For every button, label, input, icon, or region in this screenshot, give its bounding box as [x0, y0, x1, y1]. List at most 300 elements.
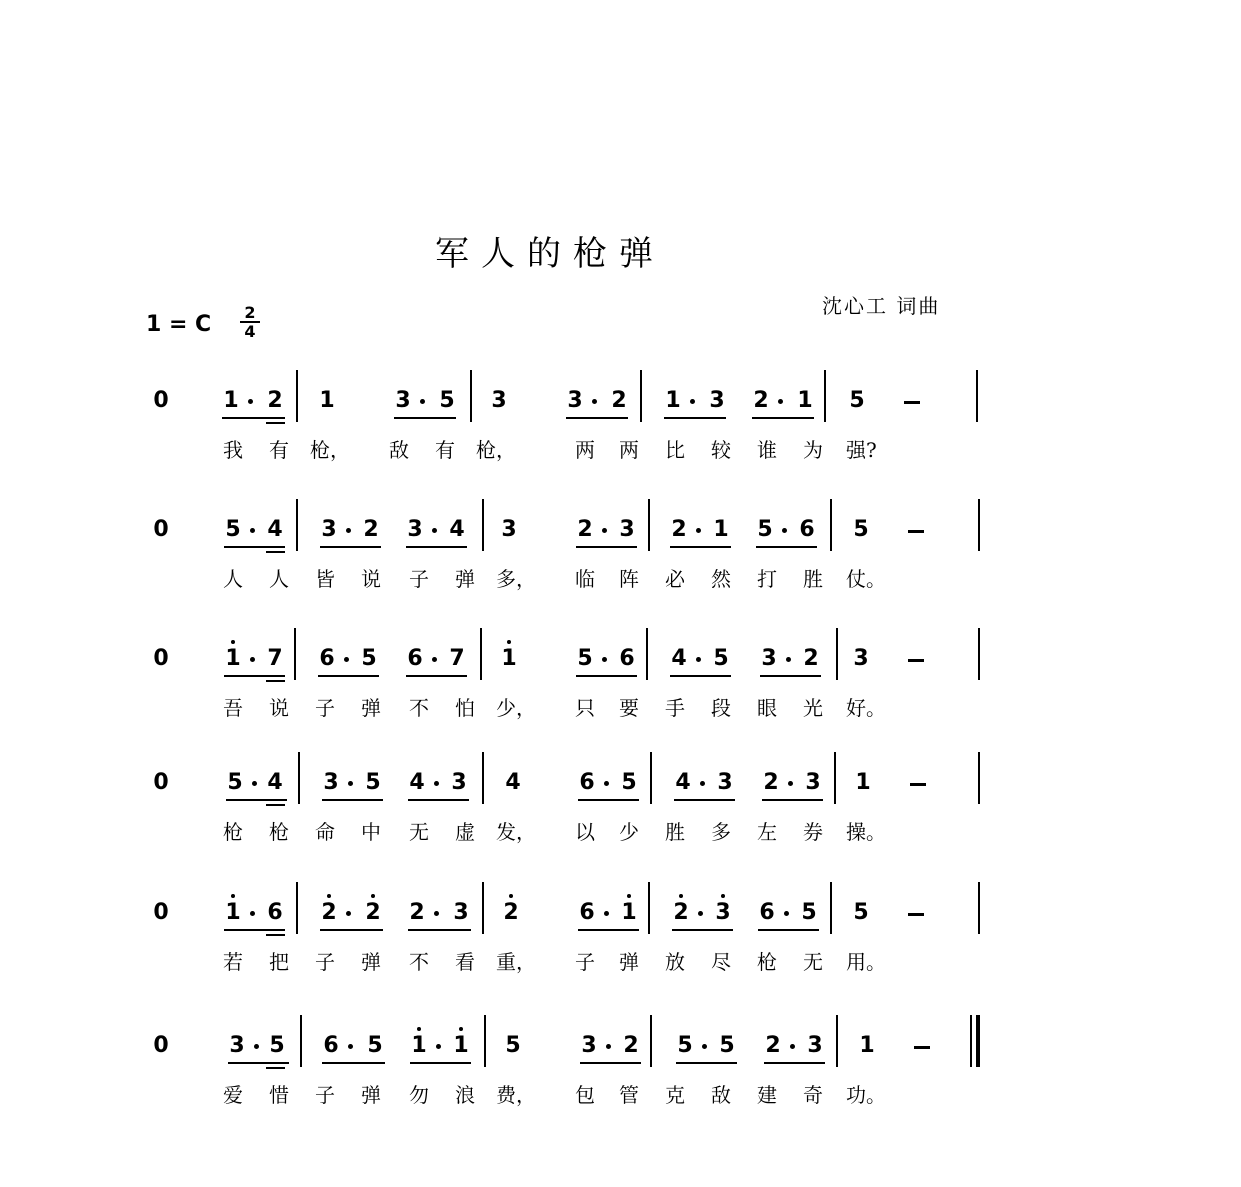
- hold-dash: [914, 1046, 930, 1049]
- duration-dot: [788, 781, 793, 786]
- bar-line: [646, 628, 648, 680]
- note: 2: [267, 388, 283, 413]
- note: 4: [267, 517, 283, 542]
- lyric-syllable: 左: [757, 820, 777, 844]
- lyric-syllable: 吾: [223, 696, 243, 720]
- lyric-syllable: 强?: [846, 438, 877, 462]
- note: 6: [619, 646, 635, 671]
- bar-line: [648, 882, 650, 934]
- eighth-beam: [322, 799, 383, 801]
- note: 1: [855, 770, 871, 795]
- duration-dot: [604, 781, 609, 786]
- lyric-syllable: 谁: [757, 438, 777, 462]
- note: 6: [323, 1033, 339, 1058]
- lyric-syllable: 子: [575, 950, 595, 974]
- eighth-beam: [406, 675, 467, 677]
- lyric-syllable: 胜: [803, 567, 823, 591]
- hold-dash: [908, 913, 924, 916]
- note: 6: [579, 770, 595, 795]
- note: 3: [491, 388, 507, 413]
- lyric-syllable: 敌: [711, 1083, 731, 1107]
- note: 3: [323, 770, 339, 795]
- duration-dot: [702, 1044, 707, 1049]
- time-signature: [240, 304, 260, 340]
- note: 3: [453, 900, 469, 925]
- note: 3: [407, 517, 423, 542]
- time-signature-top: 2: [240, 304, 260, 323]
- note: 1: [453, 1033, 469, 1058]
- bar-line: [470, 370, 472, 422]
- note: 3: [853, 646, 869, 671]
- bar-line: [480, 628, 482, 680]
- lyric-syllable: 只: [575, 696, 595, 720]
- note: 5: [719, 1033, 735, 1058]
- duration-dot: [778, 399, 783, 404]
- bar-line: [482, 499, 484, 551]
- note: 2: [753, 388, 769, 413]
- note: 5: [439, 388, 455, 413]
- eighth-beam: [762, 799, 823, 801]
- bar-line: [830, 882, 832, 934]
- lyric-syllable: 多: [711, 820, 731, 844]
- bar-line: [978, 752, 980, 804]
- sixteenth-beam: [266, 422, 285, 424]
- note: 2: [765, 1033, 781, 1058]
- duration-dot: [604, 911, 609, 916]
- lyric-syllable: 怕: [455, 696, 475, 720]
- lyric-syllable: 虚: [455, 820, 475, 844]
- eighth-beam: [676, 1062, 737, 1064]
- duration-dot: [436, 1044, 441, 1049]
- lyric-syllable: 枪，: [476, 438, 516, 462]
- hold-dash: [910, 783, 926, 786]
- bar-line: [824, 370, 826, 422]
- high-octave-dot: [721, 894, 725, 898]
- high-octave-dot: [507, 640, 511, 644]
- bar-line: [482, 752, 484, 804]
- note: 5: [225, 517, 241, 542]
- lyric-syllable: 两: [575, 438, 595, 462]
- bar-line: [298, 752, 300, 804]
- sixteenth-beam: [266, 680, 285, 682]
- duration-dot: [782, 528, 787, 533]
- lyric-syllable: 浪: [455, 1083, 475, 1107]
- note: 1: [319, 388, 335, 413]
- lyric-syllable: 包: [575, 1083, 595, 1107]
- lyric-syllable: 阵: [619, 567, 639, 591]
- lyric-syllable: 子: [315, 950, 335, 974]
- lyric-syllable: 费，: [496, 1083, 536, 1107]
- duration-dot: [432, 657, 437, 662]
- note: 0: [153, 388, 169, 413]
- lyric-syllable: 用。: [846, 950, 886, 974]
- duration-dot: [786, 657, 791, 662]
- note: 2: [409, 900, 425, 925]
- high-octave-dot: [627, 894, 631, 898]
- eighth-beam: [566, 417, 628, 419]
- note: 3: [581, 1033, 597, 1058]
- eighth-beam: [224, 929, 285, 931]
- bar-line: [830, 499, 832, 551]
- lyric-syllable: 必: [665, 567, 685, 591]
- note: 5: [227, 770, 243, 795]
- lyric-syllable: 枪: [269, 820, 289, 844]
- note: 4: [675, 770, 691, 795]
- note: 3: [395, 388, 411, 413]
- hold-dash: [908, 659, 924, 662]
- note: 3: [717, 770, 733, 795]
- note: 2: [671, 517, 687, 542]
- lyric-syllable: 人: [269, 567, 289, 591]
- eighth-beam: [576, 675, 637, 677]
- note: 3: [451, 770, 467, 795]
- eighth-beam: [764, 1062, 825, 1064]
- lyric-syllable: 弹: [361, 950, 381, 974]
- lyric-syllable: 人: [223, 567, 243, 591]
- lyric-syllable: 较: [711, 438, 731, 462]
- bar-line: [296, 499, 298, 551]
- note: 3: [567, 388, 583, 413]
- note: 2: [673, 900, 689, 925]
- duration-dot: [700, 781, 705, 786]
- eighth-beam: [670, 546, 731, 548]
- note: 0: [153, 1033, 169, 1058]
- lyric-syllable: 说: [269, 696, 289, 720]
- note: 5: [757, 517, 773, 542]
- lyric-syllable: 中: [361, 820, 381, 844]
- bar-line: [978, 882, 980, 934]
- duration-dot: [250, 911, 255, 916]
- lyric-syllable: 若: [223, 950, 243, 974]
- lyric-syllable: 以: [575, 820, 595, 844]
- note: 5: [361, 646, 377, 671]
- lyric-syllable: 少: [619, 820, 639, 844]
- eighth-beam: [224, 675, 285, 677]
- eighth-beam: [322, 1062, 385, 1064]
- duration-dot: [602, 528, 607, 533]
- time-signature-bottom: 4: [244, 322, 256, 341]
- duration-dot: [592, 399, 597, 404]
- note: 2: [365, 900, 381, 925]
- eighth-beam: [408, 929, 471, 931]
- high-octave-dot: [679, 894, 683, 898]
- lyric-syllable: 仗。: [846, 567, 886, 591]
- eighth-beam: [394, 417, 456, 419]
- lyric-syllable: 手: [665, 696, 685, 720]
- note: 2: [321, 900, 337, 925]
- bar-line: [294, 628, 296, 680]
- note: 6: [799, 517, 815, 542]
- duration-dot: [606, 1044, 611, 1049]
- bar-line: [978, 628, 980, 680]
- bar-line: [836, 628, 838, 680]
- duration-dot: [690, 399, 695, 404]
- lyric-syllable: 克: [665, 1083, 685, 1107]
- note: 0: [153, 517, 169, 542]
- eighth-beam: [576, 546, 637, 548]
- eighth-beam: [758, 929, 819, 931]
- note: 3: [501, 517, 517, 542]
- lyric-syllable: 爱: [223, 1083, 243, 1107]
- bar-line: [834, 752, 836, 804]
- lyric-syllable: 然: [711, 567, 731, 591]
- lyric-syllable: 少，: [496, 696, 536, 720]
- note: 3: [619, 517, 635, 542]
- note: 2: [363, 517, 379, 542]
- lyric-syllable: 有: [435, 438, 455, 462]
- lyric-syllable: 枪: [757, 950, 777, 974]
- eighth-beam: [756, 546, 817, 548]
- eighth-beam: [664, 417, 726, 419]
- lyric-syllable: 比: [665, 438, 685, 462]
- bar-line: [640, 370, 642, 422]
- note: 4: [449, 517, 465, 542]
- eighth-beam: [222, 417, 285, 419]
- note: 1: [859, 1033, 875, 1058]
- note: 0: [153, 900, 169, 925]
- eighth-beam: [318, 675, 379, 677]
- lyric-syllable: 弹: [361, 1083, 381, 1107]
- note: 6: [579, 900, 595, 925]
- bar-line: [300, 1015, 302, 1067]
- lyric-syllable: 皆: [315, 567, 335, 591]
- lyric-syllable: 为: [803, 438, 823, 462]
- lyric-syllable: 放: [665, 950, 685, 974]
- lyric-syllable: 眼: [757, 696, 777, 720]
- note: 1: [501, 646, 517, 671]
- sixteenth-beam: [266, 804, 285, 806]
- lyric-syllable: 我: [223, 438, 243, 462]
- duration-dot: [696, 657, 701, 662]
- eighth-beam: [674, 799, 735, 801]
- lyric-syllable: 发，: [496, 820, 536, 844]
- duration-dot: [248, 399, 253, 404]
- duration-dot: [348, 781, 353, 786]
- eighth-beam: [406, 546, 467, 548]
- note: 1: [713, 517, 729, 542]
- duration-dot: [432, 528, 437, 533]
- high-octave-dot: [327, 894, 331, 898]
- note: 1: [621, 900, 637, 925]
- note: 5: [367, 1033, 383, 1058]
- duration-dot: [420, 399, 425, 404]
- note: 5: [677, 1033, 693, 1058]
- lyric-syllable: 奇: [803, 1083, 823, 1107]
- lyric-syllable: 两: [619, 438, 639, 462]
- bar-line: [976, 370, 978, 422]
- lyric-syllable: 子: [315, 1083, 335, 1107]
- bar-line: [482, 882, 484, 934]
- note: 5: [505, 1033, 521, 1058]
- note: 2: [611, 388, 627, 413]
- duration-dot: [254, 1044, 259, 1049]
- lyric-syllable: 要: [619, 696, 639, 720]
- eighth-beam: [224, 546, 285, 548]
- bar-line: [648, 499, 650, 551]
- high-octave-dot: [371, 894, 375, 898]
- note: 5: [621, 770, 637, 795]
- eighth-beam: [760, 675, 821, 677]
- note: 6: [267, 900, 283, 925]
- lyric-syllable: 把: [269, 950, 289, 974]
- note: 4: [505, 770, 521, 795]
- note: 5: [577, 646, 593, 671]
- bar-line: [296, 370, 298, 422]
- lyric-syllable: 子: [315, 696, 335, 720]
- eighth-beam: [672, 929, 733, 931]
- key-signature: 1 = C: [146, 312, 212, 337]
- lyric-syllable: 建: [757, 1083, 777, 1107]
- note: 2: [577, 517, 593, 542]
- eighth-beam: [320, 929, 383, 931]
- sixteenth-beam: [266, 934, 285, 936]
- bar-line: [970, 1015, 972, 1067]
- note: 5: [365, 770, 381, 795]
- lyric-syllable: 券: [803, 820, 823, 844]
- note: 3: [715, 900, 731, 925]
- duration-dot: [250, 528, 255, 533]
- lyric-syllable: 临: [575, 567, 595, 591]
- note: 5: [849, 388, 865, 413]
- duration-dot: [602, 657, 607, 662]
- lyric-syllable: 不: [409, 696, 429, 720]
- bar-line: [978, 499, 980, 551]
- lyric-syllable: 功。: [846, 1083, 886, 1107]
- note: 4: [671, 646, 687, 671]
- note: 2: [503, 900, 519, 925]
- final-bar-line: [976, 1015, 980, 1067]
- hold-dash: [904, 401, 920, 404]
- duration-dot: [344, 657, 349, 662]
- note: 5: [801, 900, 817, 925]
- duration-dot: [790, 1044, 795, 1049]
- sixteenth-beam: [266, 1067, 285, 1069]
- lyric-syllable: 好。: [846, 696, 886, 720]
- lyric-syllable: 命: [315, 820, 335, 844]
- sixteenth-beam: [266, 551, 285, 553]
- lyric-syllable: 胜: [665, 820, 685, 844]
- lyric-syllable: 弹: [361, 696, 381, 720]
- eighth-beam: [320, 546, 381, 548]
- note: 1: [223, 388, 239, 413]
- duration-dot: [250, 657, 255, 662]
- eighth-beam: [752, 417, 814, 419]
- lyric-syllable: 有: [269, 438, 289, 462]
- duration-dot: [348, 1044, 353, 1049]
- note: 6: [407, 646, 423, 671]
- bar-line: [650, 752, 652, 804]
- bar-line: [836, 1015, 838, 1067]
- lyric-syllable: 惜: [269, 1083, 289, 1107]
- duration-dot: [252, 781, 257, 786]
- eighth-beam: [226, 799, 287, 801]
- high-octave-dot: [459, 1027, 463, 1031]
- note: 5: [853, 517, 869, 542]
- lyric-syllable: 敌: [389, 438, 409, 462]
- lyric-syllable: 看: [455, 950, 475, 974]
- lyric-syllable: 尽: [711, 950, 731, 974]
- note: 5: [853, 900, 869, 925]
- author-credit: 沈心工 词曲: [822, 294, 941, 318]
- note: 2: [623, 1033, 639, 1058]
- note: 0: [153, 770, 169, 795]
- lyric-syllable: 管: [619, 1083, 639, 1107]
- lyric-syllable: 枪: [223, 820, 243, 844]
- lyric-syllable: 勿: [409, 1083, 429, 1107]
- note: 6: [759, 900, 775, 925]
- lyric-syllable: 弹: [619, 950, 639, 974]
- lyric-syllable: 重，: [496, 950, 536, 974]
- duration-dot: [698, 911, 703, 916]
- bar-line: [484, 1015, 486, 1067]
- eighth-beam: [408, 799, 469, 801]
- eighth-beam: [580, 1062, 641, 1064]
- note: 1: [665, 388, 681, 413]
- note: 5: [713, 646, 729, 671]
- bar-line: [296, 882, 298, 934]
- high-octave-dot: [231, 894, 235, 898]
- lyric-syllable: 弹: [455, 567, 475, 591]
- note: 0: [153, 646, 169, 671]
- note: 3: [321, 517, 337, 542]
- note: 4: [267, 770, 283, 795]
- note: 1: [225, 900, 241, 925]
- lyric-syllable: 多，: [496, 567, 536, 591]
- hold-dash: [908, 530, 924, 533]
- high-octave-dot: [509, 894, 513, 898]
- duration-dot: [784, 911, 789, 916]
- note: 6: [319, 646, 335, 671]
- note: 3: [229, 1033, 245, 1058]
- lyric-syllable: 枪，: [310, 438, 350, 462]
- duration-dot: [696, 528, 701, 533]
- bar-line: [650, 1015, 652, 1067]
- high-octave-dot: [231, 640, 235, 644]
- lyric-syllable: 无: [803, 950, 823, 974]
- lyric-syllable: 不: [409, 950, 429, 974]
- note: 7: [449, 646, 465, 671]
- lyric-syllable: 光: [803, 696, 823, 720]
- eighth-beam: [410, 1062, 471, 1064]
- note: 3: [807, 1033, 823, 1058]
- lyric-syllable: 段: [711, 696, 731, 720]
- duration-dot: [434, 781, 439, 786]
- duration-dot: [346, 911, 351, 916]
- note: 1: [797, 388, 813, 413]
- eighth-beam: [578, 929, 639, 931]
- lyric-syllable: 说: [361, 567, 381, 591]
- note: 3: [805, 770, 821, 795]
- eighth-beam: [670, 675, 731, 677]
- note: 5: [269, 1033, 285, 1058]
- note: 7: [267, 646, 283, 671]
- lyric-syllable: 打: [757, 567, 777, 591]
- note: 2: [803, 646, 819, 671]
- lyric-syllable: 子: [409, 567, 429, 591]
- note: 2: [763, 770, 779, 795]
- note: 4: [409, 770, 425, 795]
- note: 3: [761, 646, 777, 671]
- lyric-syllable: 无: [409, 820, 429, 844]
- high-octave-dot: [417, 1027, 421, 1031]
- duration-dot: [346, 528, 351, 533]
- eighth-beam: [578, 799, 639, 801]
- lyric-syllable: 操。: [846, 820, 886, 844]
- song-title: 军人的枪弹: [435, 234, 665, 274]
- eighth-beam: [228, 1062, 289, 1064]
- note: 1: [411, 1033, 427, 1058]
- note: 3: [709, 388, 725, 413]
